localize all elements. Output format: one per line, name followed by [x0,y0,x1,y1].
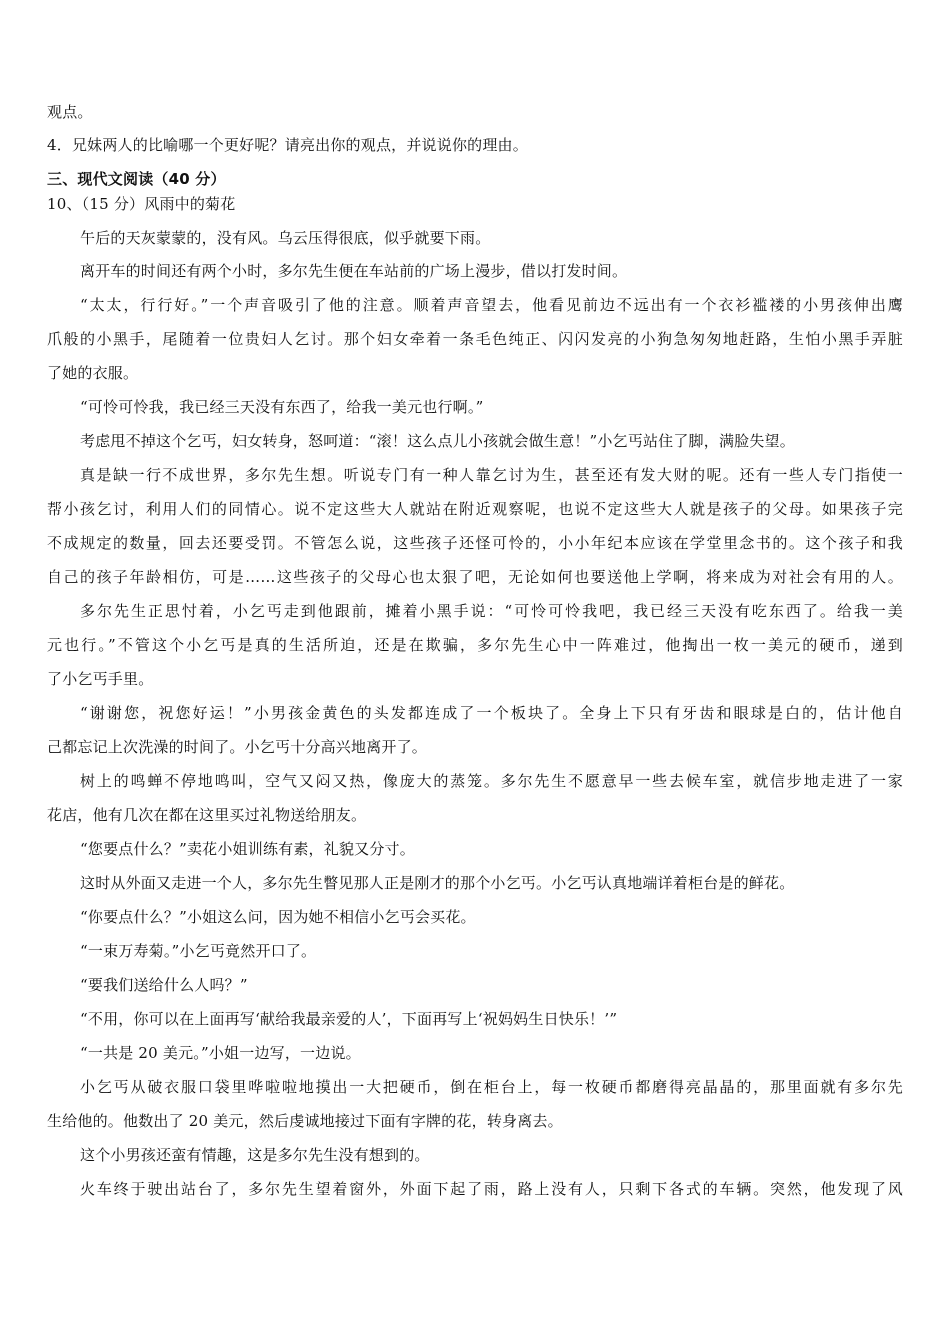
passage-line: “可怜可怜我，我已经三天没有东西了，给我一美元也行啊。” [80,398,484,416]
passage-line: 树上的鸣蝉不停地鸣叫，空气又闷又热，像庞大的蒸笼。多尔先生不愿意早一些去候车室，就信步地走进了一家 [80,772,903,790]
question-10-title: 10、（15 分）风雨中的菊花 [47,195,236,213]
passage-line: 小乞丐从破衣服口袋里哗啦啦地摸出一大把硬币，倒在柜台上，每一枚硬币都磨得亮晶晶的，那里面就有多尔先 [80,1078,903,1096]
passage-line: 不成规定的数量，回去还要受罚。不管怎么说，这些孩子还怪可怜的，小小年纪本应该在学堂里念书的。这个孩子和我 [47,534,903,552]
passage-line: 自己的孩子年龄相仿，可是……这些孩子的父母心也太狠了吧，无论如何也要送他上学啊，将来成为对社会有用的人。 [47,568,903,586]
question-4: 4．兄妹两人的比喻哪一个更好呢？请亮出你的观点，并说说你的理由。 [47,136,528,154]
passage-line: “太太，行行好。”一个声音吸引了他的注意。顺着声音望去，他看见前边不远出有一个衣衫褴褛的小男孩伸出鹰 [80,296,903,314]
passage-line: 元也行。”不管这个小乞丐是真的生活所迫，还是在欺骗，多尔先生心中一阵难过，他掏出一枚一美元的硬币，递到 [47,636,903,654]
passage-line: 考虑甩不掉这个乞丐，妇女转身，怒呵道：“滚！这么点儿小孩就会做生意！”小乞丐站住了脚，满脸失望。 [80,432,795,450]
passage-line: “一共是 20 美元。”小姐一边写，一边说。 [80,1044,361,1062]
passage-line: “谢谢您，祝您好运！”小男孩金黄色的头发都连成了一个板块了。全身上下只有牙齿和眼球是白的，估计他自 [80,704,903,722]
passage-line: “要我们送给什么人吗？” [80,976,248,994]
passage-line: 生给他的。他数出了 20 美元，然后虔诚地接过下面有字牌的花，转身离去。 [47,1112,563,1130]
passage-line: “不用，你可以在上面再写‘献给我最亲爱的人’，下面再写上‘祝妈妈生日快乐！’” [80,1010,618,1028]
passage-line: 这个小男孩还蛮有情趣，这是多尔先生没有想到的。 [80,1146,430,1164]
passage-line: 己都忘记上次洗澡的时间了。小乞丐十分高兴地离开了。 [47,738,428,756]
passage-line: 离开车的时间还有两个小时，多尔先生便在车站前的广场上漫步，借以打发时间。 [80,262,628,280]
passage-line: 真是缺一行不成世界，多尔先生想。听说专门有一种人靠乞讨为生，甚至还有发大财的呢。还有一些人专门指使一 [80,466,903,484]
section-heading: 三、现代文阅读（40 分） [47,170,226,188]
passage-line: 爪般的小黑手，尾随着一位贵妇人乞讨。那个妇女牵着一条毛色纯正、闪闪发亮的小狗急匆匆地赶路，生怕小黑手弄脏 [47,330,903,348]
passage-line: “你要点什么？”小姐这么问，因为她不相信小乞丐会买花。 [80,908,476,926]
passage-line: 火车终于驶出站台了，多尔先生望着窗外，外面下起了雨，路上没有人，只剩下各式的车辆。突然，他发现了风 [80,1180,903,1198]
passage-line: 花店，他有几次在都在这里买过礼物送给朋友。 [47,806,367,824]
passage-line: 这时从外面又走进一个人，多尔先生瞥见那人正是刚才的那个小乞丐。小乞丐认真地端详着柜台是的鲜花。 [80,874,795,892]
passage-line: 了她的衣服。 [47,364,139,382]
passage-line: 午后的天灰蒙蒙的，没有风。乌云压得很底，似乎就要下雨。 [80,229,491,247]
passage-line: 帮小孩乞讨，利用人们的同情心。说不定这些大人就站在附近观察呢，也说不定这些大人就是孩子的父母。如果孩子完 [47,500,903,518]
passage-line: 多尔先生正思忖着，小乞丐走到他跟前，摊着小黑手说：“可怜可怜我吧，我已经三天没有吃东西了。给我一美 [80,602,903,620]
passage-line: 了小乞丐手里。 [47,670,154,688]
passage-line: “您要点什么？”卖花小姐训练有素，礼貌又分寸。 [80,840,415,858]
previous-question-tail: 观点。 [47,103,93,121]
passage-line: “一束万寿菊。”小乞丐竟然开口了。 [80,942,317,960]
